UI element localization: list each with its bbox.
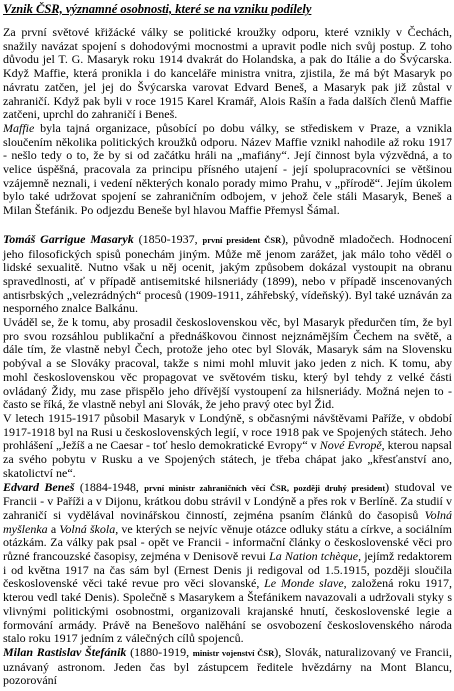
london-end: , kterou napsal za svého pobytu v Rusku a ve Spojených státech, je třeba chápat jako „křesťanství ano, skatolictví ne“. bbox=[3, 438, 452, 480]
paragraph-gap bbox=[3, 218, 452, 233]
paragraph-stefanik bbox=[3, 646, 452, 688]
document-body bbox=[3, 26, 452, 688]
benes-text-4: , jejímž redaktorem i od května 1917 na čas sám byl (Ernest Denis ji redigoval od 1.5.1915, později sloučila československé věci také revue pro věci slovanské, bbox=[3, 549, 452, 591]
document-title: Vznik ČSR, významné osobnosti, které se na vzniku podílely bbox=[3, 2, 312, 16]
maffie-text: byla tajná organizace, působící po dobu války, se střediskem v Praze, a vznikla sloučením několika politických kroužků odporu. Název Maffie vznikl nahodile až roku 1917 - nešlo tedy o to, že by si od začátku hráli na „mafiány“. Její činnost byla výzvědná, a to velice úspěšná, pracovala za principu přísného utajení - její spolupracovníci se většinou vzájemně neznali, i vedení některých konalo porady mimo Prahu, v „přírodě“. Jejím úkolem bylo také udržovat spojení se zahraničním odbojem, v jehož čele stáli Masaryk, Beneš a Milan Štefánik. Po odjezdu Beneše byl hlavou Maffie Přemysl Šámal. bbox=[3, 120, 452, 218]
masaryk-years: (1850-1937, bbox=[133, 231, 203, 246]
stefanik-years: (1880-1919, bbox=[126, 644, 193, 659]
maffie-lead: Maffie bbox=[3, 120, 35, 135]
paragraph-benes bbox=[3, 481, 452, 646]
benes-text-3: , ve kterých se nejvíc věnuje otázce odluky státu a církve, a sociálním otázkám. Za války pak psal - opět ve Francii - informační články o československé věci pro různé francouzské časopisy, zejména v Denisově revui bbox=[3, 521, 452, 564]
stefanik-text: ), Slovák, naturalizovaný ve Francii, uznávaný astronom. Jeden čas byl zástupcem ředitele hvězdárny na Mont Blancu, pozorování bbox=[3, 644, 453, 688]
stefanik-role: ministr vojenství ČSR bbox=[192, 647, 275, 658]
benes-text-1: ) studoval ve Francii - v Paříži a v Dijonu, krátkou dobu strávil v Londýně a přes rok v Berlíně. Za studií v zahraničí si vydělával novinářskou činností, zejména psaním článků do časopisů bbox=[3, 479, 452, 522]
london-text: V letech 1915-1917 působil Masaryk v Londýně, s občasnými návštěvami Paříže, v období 1917-1918 byl na Rusi u československých legií, v roce 1918 pak ve Spojených státech. Jeho prohlášení „Ježíš a ne Caesar - toť heslo demokratické Evropy“ v bbox=[3, 410, 452, 453]
benes-text-5: , založená roku 1917, kterou vedl také Denis). Společně s Masarykem a Štefánikem navazovali a udržovali styky s vlivnými politickými osobnostmi, organizovali krajanské hnutí, československé legie a formování armády. Právě na Benešovo nalěhání se osvobození československého národa stalo roku 1917 jedním z válečných cílů spojenců. bbox=[3, 576, 452, 646]
magazine-volna-skola: Volná škola bbox=[59, 521, 116, 536]
magazine-la-nation-tcheque: La Nation tchèque bbox=[269, 549, 359, 564]
masaryk-name: Tomáš Garrigue Masaryk bbox=[3, 231, 134, 246]
benes-name: Edvard Beneš bbox=[3, 479, 75, 494]
paragraph-maffie bbox=[3, 122, 452, 218]
magazine-le-monde-slave: Le Monde slave bbox=[264, 576, 344, 591]
magazine-volna-myslenka: Volná myšlenka bbox=[3, 507, 452, 536]
paragraph-intro: Za první světové křižácké války se politické kroužky odporu, které vznikly v Čechách, snažily navázat spojení s dohodovými mocnostmi a upravit podle nich svůj postup. Z toho důvodu jel T. G. Masaryk roku 1914 dvakrát do Holandska, a pak do Itálie a do Švýcarska. Když Maffie, která pronikla i do kanceláře ministra vnitra, zjistila, že má být Masaryk po návratu zatčen, jel jej do Švýcarska varovat Edvard Beneš, a Masaryk pak již zůstal v zahraničí. Když pak byli v roce 1915 Karel Kramář, Alois Rašín a řada dalších členů Maffie zatčeni, uprchl do zahraničí i Beneš. bbox=[3, 25, 452, 122]
book-title: Nové Evropě bbox=[319, 438, 382, 453]
stefanik-name: Milan Rastislav Štefánik bbox=[3, 644, 127, 659]
masaryk-text: ), původně mladočech. Hodnocení jeho filosofických spisů ponechám jiným. Může mě jenom zarážet, jak málo toho věděl o lidské sexualitě. Nutno však u něj ocenit, jakým způsobem dokázal vystoupit na obranu spravedlnosti, ať v případě antisemitské hilsneriády (1899), nebo v případě inscenovaných antisrbských „velezrádných“ procesů (1909-1911, záhřebský, vídeňský). Byl také uznáván za nesporného znalce Balkánu. bbox=[3, 231, 452, 316]
paragraph-masaryk bbox=[3, 233, 452, 316]
benes-years: (1884-1948, bbox=[74, 479, 145, 494]
benes-text-2: a bbox=[47, 521, 60, 536]
benes-role: první ministr zahraničních věcí ČSR, později druhý president bbox=[144, 482, 386, 493]
paragraph-masaryk-london bbox=[3, 412, 452, 481]
paragraph-masaryk-predurcen: Uváděl se, že k tomu, aby prosadil československou věc, byl Masaryk předurčen tím, že byl pro svou rozsáhlou publikační a přednáškovou činnost nejznámějším Čechem na světě, a dále tím, že vlastně nebyl Čech, protože jeho otec byl Slovák, Masaryk sám na Slovensku pobýval a se Slováky pracoval, takže s nimi mohl mluvit jako jeden z nich. K tomu, aby mohl československou věc propagovat ve světovém tisku, který byl tehdy z velké části ovládaný Židy, mu zase přispělo jeho dřívější vystoupení za hilsneriády. Možná nejen to - často se říká, že vlastně nebyl ani Slovák, že jeho pravý otec byl Žid. bbox=[3, 315, 452, 412]
masaryk-role: první president ČSR bbox=[202, 234, 282, 245]
